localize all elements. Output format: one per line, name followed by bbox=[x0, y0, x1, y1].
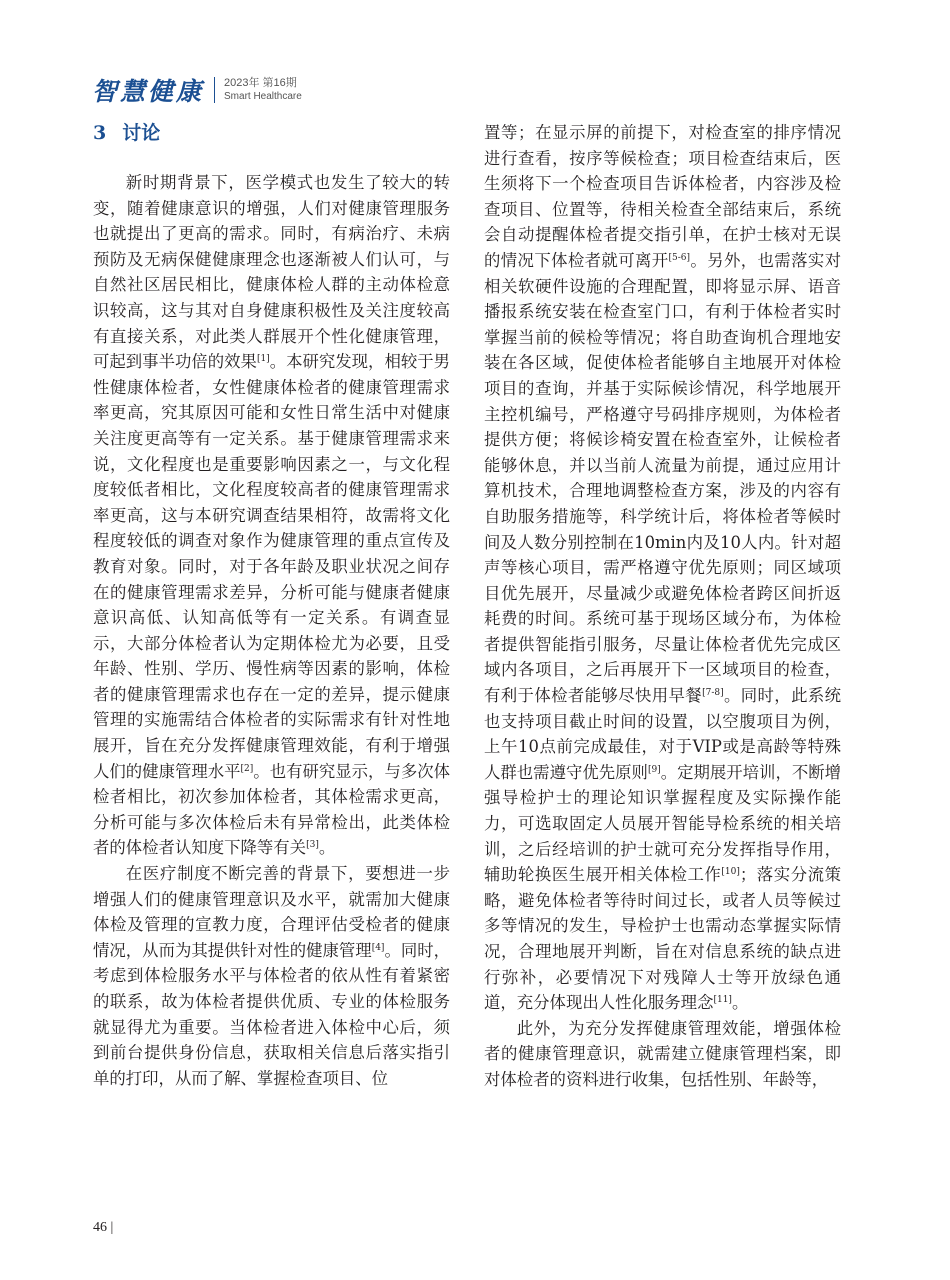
header-divider bbox=[214, 77, 215, 103]
text-run: 。定期展开培训，不断增强导检护士的理论知识掌握程度及实际操作能力，可选取固定人员展开智能导检系统的相关培训，之后经培训的护士就可充分发挥指导作用，辅助轮换医生展开相关体检工作 bbox=[484, 762, 842, 885]
paragraph bbox=[93, 861, 450, 1091]
citation: [3] bbox=[306, 840, 319, 851]
page-footer: 46 | bbox=[93, 1220, 114, 1235]
citation: [10] bbox=[721, 867, 740, 878]
citation: [9] bbox=[647, 764, 661, 775]
issue-info bbox=[224, 76, 302, 104]
section-heading bbox=[93, 120, 450, 146]
text-run: 。同时，考虑到体检服务水平与体检者的依从性有着紧密的联系，故为体检者提供优质、专业的体检服务就显得尤为重要。当体检者进入体检中心后，须到前台提供身份信息，获取相关信息后落实指引单的打印，从而了解、掌握检查项目、位 bbox=[93, 940, 451, 1088]
citation: [11] bbox=[713, 995, 732, 1006]
citation: [2] bbox=[240, 763, 254, 774]
text-run: 。本研究发现，相较于男性健康体检者，女性健康体检者的健康管理需求率更高，究其原因可能和女性日常生活中对健康关注度更高等有一定关系。基于健康管理需求来说，文化程度也是重要影响因素之一，与文化程度较低者相比，文化程度较高者的健康管理需求率更高，这与本研究调查结果相符，故需将文化程度较低的调查对象作为健康管理的重点宣传及教育对象。同时，对于各年龄及职业状况之间存在的健康管理需求差异，分析可能与健康者健康意识高低、认知高低等有一定关系。有调查显示，大部分体检者认为定期体检尤为必要，且受年龄、性别、学历、慢性病等因素的影响，体检者的健康管理需求也存在一定的差异，提示健康管理的实施需结合体检者的实际需求有针对性地展开，旨在充分发挥健康管理效能，有利于增强人们的健康管理水平 bbox=[93, 352, 451, 781]
text-run: 。同时，此系统也支持项目截止时间的设置，以空腹项目为例，上午10点前完成最佳，对于VIP或是高龄等特殊人群也需遵守优先原则 bbox=[484, 686, 842, 782]
text-run: 新时期背景下，医学模式也发生了较大的转变，随着健康意识的增强，人们对健康管理服务也就提出了更高的需求。同时，有病治疗、未病预防及无病保健健康理念也逐渐被人们认可，与自然社区居民相比，健康体检人群的主动体检意识较高，这与其对自身健康积极性及关注度较高有直接关系，对此类人群展开个性化健康管理，可起到事半功倍的效果 bbox=[93, 173, 450, 372]
page-number: 46 bbox=[93, 1220, 107, 1235]
paragraph bbox=[484, 120, 841, 1016]
issue-zh: 2023年 第16期 bbox=[224, 77, 297, 89]
text-run: 此外，为充分发挥健康管理效能，增强体检者的健康管理意识，就需建立健康管理档案，即对体检者的资料进行收集，包括性别、年龄等， bbox=[484, 1018, 841, 1089]
section-title: 讨论 bbox=[122, 122, 161, 144]
journal-logo: 智慧健康 bbox=[92, 77, 205, 106]
text-run: 。另外，也需落实对相关软硬件设施的合理配置，即将显示屏、语音播报系统安装在检查室门口，有利于体检者实时掌握当前的候检等情况；将自助查询机合理地安装在各区域，促使体检者能够自主地展开对体检项目的查询，并基于实际候诊情况，科学地展开主控机编号，严格遵守号码排序规则，为体检者提供方便；将候诊椅安置在检查室外，让候检者能够休息，并以当前人流量为前提，通过应用计算机技术，合理地调整检查方案，涉及的内容有自助服务措施等，科学统计后，将体检者等候时间及人数分别控制在10min内及10人内。针对超声等核心项目，需严格遵守优先原则；同区域项目优先展开，尽量减少或避免体检者跨区间折返耗费的时间。系统可基于现场区域分布，为体检者提供智能指引服务，尽量让体检者优先完成区域内各项目，之后再展开下一区域项目的检查，有利于体检者能够尽快用早餐 bbox=[484, 250, 842, 706]
paragraph bbox=[484, 1016, 841, 1093]
text-run: 。也有研究显示，与多次体检者相比，初次参加体检者，其体检需求更高，分析可能与多次体检后未有异常检出，此类体检者的体检者认知度下降等有关 bbox=[93, 761, 451, 858]
citation: [5-6] bbox=[668, 252, 691, 263]
issue-en: Smart Healthcare bbox=[224, 91, 302, 102]
left-column bbox=[93, 120, 450, 1091]
text-run: 置等；在显示屏的前提下，对检查室的排序情况进行查看，按序等候检查；项目检查结束后，医生须将下一个检查项目告诉体检者，内容涉及检查项目、位置等，待相关检查全部结束后，系统会自动提醒体检者提交指引单，在护士核对无误的情况下体检者就可离开 bbox=[484, 123, 841, 270]
text-run: 。 bbox=[318, 838, 336, 858]
text-run: 。 bbox=[731, 993, 749, 1013]
paragraph bbox=[93, 170, 450, 861]
text-run: 在医疗制度不断完善的背景下，要想进一步增强人们的健康管理意识及水平，就需加大健康体检及管理的宣教力度，合理评估受检者的健康情况，从而为其提供针对性的健康管理 bbox=[93, 864, 450, 960]
text-run: ；落实分流策略，避免体检者等待时间过长，或者人员等候过多等情况的发生，导检护士也需动态掌握实际情况，合理地展开判断，旨在对信息系统的缺点进行弥补，必要情况下对残障人士等开放绿色通道，充分体现出人性化服务理念 bbox=[484, 865, 842, 1013]
citation: [1] bbox=[256, 354, 270, 365]
section-number: 3 bbox=[93, 122, 107, 144]
citation: [4] bbox=[371, 942, 385, 953]
citation: [7-8] bbox=[702, 688, 724, 699]
journal-header bbox=[92, 70, 302, 110]
right-column bbox=[484, 120, 841, 1093]
